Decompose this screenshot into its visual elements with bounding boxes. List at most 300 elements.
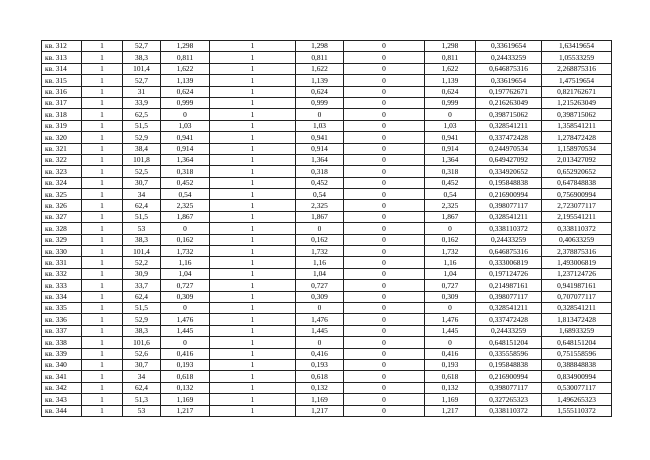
area-cell: 51,3 — [123, 394, 161, 405]
zero-cell: 0 — [344, 337, 425, 348]
table-row — [42, 143, 612, 154]
table-row — [42, 268, 612, 279]
coefficient-cell: 1 — [210, 359, 296, 370]
value-cell: 0,727 — [425, 280, 476, 291]
value-cell: 2,325 — [296, 200, 344, 211]
zero-cell: 0 — [344, 177, 425, 188]
table-row — [42, 291, 612, 302]
coefficient-cell: 1 — [210, 166, 296, 177]
coefficient-cell: 1 — [210, 200, 296, 211]
coefficient-cell: 1 — [210, 41, 296, 52]
apartment-cell: кв. 312 — [42, 41, 82, 52]
coefficient-cell: 1 — [210, 405, 296, 416]
area-cell: 38,3 — [123, 52, 161, 63]
table-row — [42, 132, 612, 143]
value-cell: 1,732 — [425, 246, 476, 257]
value-cell: 1,217 — [296, 405, 344, 416]
value-cell: 1,364 — [425, 154, 476, 165]
table-row — [42, 166, 612, 177]
apartment-cell: кв. 343 — [42, 394, 82, 405]
apartment-cell: кв. 337 — [42, 325, 82, 336]
value-cell: 0,452 — [425, 177, 476, 188]
value-cell: 1,732 — [296, 246, 344, 257]
count-cell: 1 — [82, 405, 123, 416]
apartment-cell: кв. 335 — [42, 302, 82, 313]
zero-cell: 0 — [344, 75, 425, 86]
table-row — [42, 382, 612, 393]
table-row — [42, 63, 612, 74]
value-cell: 0,132 — [161, 382, 210, 393]
count-cell: 1 — [82, 120, 123, 131]
zero-cell: 0 — [344, 63, 425, 74]
value-cell: 0 — [425, 337, 476, 348]
area-cell: 38,3 — [123, 234, 161, 245]
count-cell: 1 — [82, 325, 123, 336]
count-cell: 1 — [82, 200, 123, 211]
value-cell: 0,452 — [296, 177, 344, 188]
apartment-cell: кв. 331 — [42, 257, 82, 268]
coefficient-cell: 1 — [210, 75, 296, 86]
zero-cell: 0 — [344, 348, 425, 359]
count-cell: 1 — [82, 291, 123, 302]
apartment-cell: кв. 339 — [42, 348, 82, 359]
share-cell: 0,195848838 — [476, 177, 542, 188]
zero-cell: 0 — [344, 52, 425, 63]
area-cell: 52,9 — [123, 132, 161, 143]
total-cell: 0,821762671 — [542, 86, 612, 97]
value-cell: 1,298 — [161, 41, 210, 52]
count-cell: 1 — [82, 109, 123, 120]
apartment-cell: кв. 327 — [42, 211, 82, 222]
area-cell: 52,2 — [123, 257, 161, 268]
value-cell: 0,162 — [161, 234, 210, 245]
apartment-cell: кв. 317 — [42, 97, 82, 108]
count-cell: 1 — [82, 382, 123, 393]
area-cell: 101,6 — [123, 337, 161, 348]
count-cell: 1 — [82, 246, 123, 257]
value-cell: 1,16 — [161, 257, 210, 268]
value-cell: 0,309 — [425, 291, 476, 302]
total-cell: 0,647848838 — [542, 177, 612, 188]
share-cell: 0,33619654 — [476, 75, 542, 86]
table-row — [42, 257, 612, 268]
apartment-cell: кв. 319 — [42, 120, 82, 131]
table-row — [42, 314, 612, 325]
total-cell: 0,338110372 — [542, 223, 612, 234]
zero-cell: 0 — [344, 166, 425, 177]
share-cell: 0,646875316 — [476, 246, 542, 257]
area-cell: 52,6 — [123, 348, 161, 359]
table-row — [42, 246, 612, 257]
count-cell: 1 — [82, 234, 123, 245]
apartment-cell: кв. 326 — [42, 200, 82, 211]
total-cell: 2,378875316 — [542, 246, 612, 257]
count-cell: 1 — [82, 154, 123, 165]
value-cell: 0 — [296, 223, 344, 234]
coefficient-cell: 1 — [210, 211, 296, 222]
zero-cell: 0 — [344, 154, 425, 165]
zero-cell: 0 — [344, 41, 425, 52]
area-cell: 30,7 — [123, 359, 161, 370]
value-cell: 0,193 — [161, 359, 210, 370]
value-cell: 1,476 — [425, 314, 476, 325]
share-cell: 0,244970534 — [476, 143, 542, 154]
value-cell: 2,325 — [425, 200, 476, 211]
value-cell: 0,318 — [296, 166, 344, 177]
share-cell: 0,337472428 — [476, 314, 542, 325]
zero-cell: 0 — [344, 359, 425, 370]
apartment-cell: кв. 313 — [42, 52, 82, 63]
value-cell: 0,618 — [161, 371, 210, 382]
area-cell: 52,7 — [123, 75, 161, 86]
value-cell: 0,811 — [425, 52, 476, 63]
count-cell: 1 — [82, 257, 123, 268]
value-cell: 1,139 — [296, 75, 344, 86]
share-cell: 0,398077117 — [476, 200, 542, 211]
value-cell: 2,325 — [161, 200, 210, 211]
table-row — [42, 234, 612, 245]
share-cell: 0,327265323 — [476, 394, 542, 405]
value-cell: 1,04 — [161, 268, 210, 279]
total-cell: 1,05533259 — [542, 52, 612, 63]
zero-cell: 0 — [344, 394, 425, 405]
value-cell: 0 — [425, 223, 476, 234]
value-cell: 0,999 — [161, 97, 210, 108]
area-cell: 62,4 — [123, 291, 161, 302]
value-cell: 1,03 — [161, 120, 210, 131]
zero-cell: 0 — [344, 314, 425, 325]
value-cell: 0,941 — [296, 132, 344, 143]
zero-cell: 0 — [344, 109, 425, 120]
count-cell: 1 — [82, 394, 123, 405]
apartment-cell: кв. 321 — [42, 143, 82, 154]
total-cell: 0,751558596 — [542, 348, 612, 359]
count-cell: 1 — [82, 337, 123, 348]
value-cell: 0 — [161, 302, 210, 313]
share-cell: 0,338110372 — [476, 223, 542, 234]
value-cell: 0,193 — [296, 359, 344, 370]
count-cell: 1 — [82, 268, 123, 279]
table-row — [42, 200, 612, 211]
apartment-cell: кв. 314 — [42, 63, 82, 74]
coefficient-cell: 1 — [210, 257, 296, 268]
value-cell: 0,624 — [425, 86, 476, 97]
zero-cell: 0 — [344, 223, 425, 234]
value-cell: 0,318 — [161, 166, 210, 177]
count-cell: 1 — [82, 359, 123, 370]
table-row — [42, 109, 612, 120]
area-cell: 101,4 — [123, 63, 161, 74]
table-body — [42, 41, 612, 417]
area-cell: 30,9 — [123, 268, 161, 279]
zero-cell: 0 — [344, 234, 425, 245]
zero-cell: 0 — [344, 291, 425, 302]
coefficient-cell: 1 — [210, 120, 296, 131]
value-cell: 0,624 — [296, 86, 344, 97]
value-cell: 0,416 — [161, 348, 210, 359]
total-cell: 1,63419654 — [542, 41, 612, 52]
count-cell: 1 — [82, 143, 123, 154]
value-cell: 0,309 — [161, 291, 210, 302]
value-cell: 0,811 — [296, 52, 344, 63]
coefficient-cell: 1 — [210, 394, 296, 405]
zero-cell: 0 — [344, 189, 425, 200]
coefficient-cell: 1 — [210, 86, 296, 97]
value-cell: 1,169 — [425, 394, 476, 405]
total-cell: 0,707077117 — [542, 291, 612, 302]
apartment-cell: кв. 318 — [42, 109, 82, 120]
total-cell: 0,398715062 — [542, 109, 612, 120]
count-cell: 1 — [82, 132, 123, 143]
share-cell: 0,328541211 — [476, 211, 542, 222]
total-cell: 1,68933259 — [542, 325, 612, 336]
value-cell: 1,622 — [161, 63, 210, 74]
area-cell: 53 — [123, 223, 161, 234]
apartment-cell: кв. 342 — [42, 382, 82, 393]
value-cell: 0,941 — [161, 132, 210, 143]
value-cell: 0,618 — [425, 371, 476, 382]
share-cell: 0,24433259 — [476, 234, 542, 245]
table-row — [42, 359, 612, 370]
area-cell: 52,7 — [123, 41, 161, 52]
total-cell: 1,493006819 — [542, 257, 612, 268]
coefficient-cell: 1 — [210, 268, 296, 279]
value-cell: 0,416 — [425, 348, 476, 359]
value-cell: 0,193 — [425, 359, 476, 370]
total-cell: 0,388848838 — [542, 359, 612, 370]
table-row — [42, 177, 612, 188]
apartment-cell: кв. 325 — [42, 189, 82, 200]
value-cell: 1,445 — [161, 325, 210, 336]
total-cell: 0,756900994 — [542, 189, 612, 200]
value-cell: 1,169 — [161, 394, 210, 405]
share-cell: 0,216900994 — [476, 371, 542, 382]
zero-cell: 0 — [344, 382, 425, 393]
value-cell: 0,811 — [161, 52, 210, 63]
area-cell: 53 — [123, 405, 161, 416]
value-cell: 0,624 — [161, 86, 210, 97]
area-cell: 52,5 — [123, 166, 161, 177]
area-cell: 101,8 — [123, 154, 161, 165]
coefficient-cell: 1 — [210, 325, 296, 336]
table-row — [42, 97, 612, 108]
zero-cell: 0 — [344, 325, 425, 336]
area-cell: 34 — [123, 189, 161, 200]
value-cell: 1,476 — [161, 314, 210, 325]
table-row — [42, 189, 612, 200]
total-cell: 2,013427092 — [542, 154, 612, 165]
count-cell: 1 — [82, 371, 123, 382]
coefficient-cell: 1 — [210, 246, 296, 257]
table-row — [42, 337, 612, 348]
total-cell: 0,652920652 — [542, 166, 612, 177]
value-cell: 1,867 — [296, 211, 344, 222]
zero-cell: 0 — [344, 132, 425, 143]
apartment-cell: кв. 324 — [42, 177, 82, 188]
zero-cell: 0 — [344, 211, 425, 222]
value-cell: 1,16 — [425, 257, 476, 268]
value-cell: 1,867 — [161, 211, 210, 222]
share-cell: 0,338110372 — [476, 405, 542, 416]
share-cell: 0,24433259 — [476, 52, 542, 63]
zero-cell: 0 — [344, 405, 425, 416]
area-cell: 33,9 — [123, 97, 161, 108]
share-cell: 0,214987161 — [476, 280, 542, 291]
total-cell: 0,941987161 — [542, 280, 612, 291]
apartment-cell: кв. 341 — [42, 371, 82, 382]
share-cell: 0,33619654 — [476, 41, 542, 52]
zero-cell: 0 — [344, 257, 425, 268]
share-cell: 0,648151204 — [476, 337, 542, 348]
value-cell: 0 — [161, 109, 210, 120]
total-cell: 0,40633259 — [542, 234, 612, 245]
value-cell: 0,727 — [161, 280, 210, 291]
value-cell: 0,54 — [425, 189, 476, 200]
value-cell: 1,445 — [296, 325, 344, 336]
coefficient-cell: 1 — [210, 314, 296, 325]
value-cell: 1,16 — [296, 257, 344, 268]
area-cell: 38,3 — [123, 325, 161, 336]
value-cell: 0,416 — [296, 348, 344, 359]
area-cell: 62,4 — [123, 382, 161, 393]
area-cell: 38,4 — [123, 143, 161, 154]
zero-cell: 0 — [344, 120, 425, 131]
total-cell: 1,158970534 — [542, 143, 612, 154]
value-cell: 0,162 — [425, 234, 476, 245]
share-cell: 0,646875316 — [476, 63, 542, 74]
coefficient-cell: 1 — [210, 223, 296, 234]
value-cell: 1,169 — [296, 394, 344, 405]
area-cell: 62,4 — [123, 200, 161, 211]
value-cell: 1,217 — [425, 405, 476, 416]
table-row — [42, 86, 612, 97]
value-cell: 1,364 — [296, 154, 344, 165]
value-cell: 1,867 — [425, 211, 476, 222]
table-row — [42, 41, 612, 52]
table-row — [42, 302, 612, 313]
total-cell: 1,358541211 — [542, 120, 612, 131]
total-cell: 0,834900994 — [542, 371, 612, 382]
share-cell: 0,337472428 — [476, 132, 542, 143]
table-row — [42, 394, 612, 405]
coefficient-cell: 1 — [210, 143, 296, 154]
table-row — [42, 223, 612, 234]
total-cell: 2,268875316 — [542, 63, 612, 74]
coefficient-cell: 1 — [210, 52, 296, 63]
count-cell: 1 — [82, 97, 123, 108]
value-cell: 1,139 — [425, 75, 476, 86]
total-cell: 1,237124726 — [542, 268, 612, 279]
count-cell: 1 — [82, 52, 123, 63]
total-cell: 1,47519654 — [542, 75, 612, 86]
area-cell: 101,4 — [123, 246, 161, 257]
apartment-cell: кв. 332 — [42, 268, 82, 279]
zero-cell: 0 — [344, 371, 425, 382]
share-cell: 0,197762671 — [476, 86, 542, 97]
share-cell: 0,197124726 — [476, 268, 542, 279]
value-cell: 0,54 — [296, 189, 344, 200]
area-cell: 34 — [123, 371, 161, 382]
count-cell: 1 — [82, 177, 123, 188]
count-cell: 1 — [82, 348, 123, 359]
total-cell: 1,555110372 — [542, 405, 612, 416]
value-cell: 1,04 — [296, 268, 344, 279]
coefficient-cell: 1 — [210, 302, 296, 313]
value-cell: 0 — [296, 337, 344, 348]
share-cell: 0,195848838 — [476, 359, 542, 370]
table-row — [42, 348, 612, 359]
value-cell: 0 — [425, 109, 476, 120]
coefficient-cell: 1 — [210, 154, 296, 165]
zero-cell: 0 — [344, 246, 425, 257]
apartment-cell: кв. 330 — [42, 246, 82, 257]
zero-cell: 0 — [344, 97, 425, 108]
coefficient-cell: 1 — [210, 337, 296, 348]
count-cell: 1 — [82, 302, 123, 313]
value-cell: 1,622 — [296, 63, 344, 74]
apartment-cell: кв. 323 — [42, 166, 82, 177]
table-row — [42, 75, 612, 86]
total-cell: 0,648151204 — [542, 337, 612, 348]
total-cell: 2,195541211 — [542, 211, 612, 222]
apartment-cell: кв. 333 — [42, 280, 82, 291]
value-cell: 0,914 — [161, 143, 210, 154]
share-cell: 0,328541211 — [476, 302, 542, 313]
value-cell: 1,622 — [425, 63, 476, 74]
value-cell: 0 — [161, 223, 210, 234]
area-cell: 33,7 — [123, 280, 161, 291]
table-row — [42, 52, 612, 63]
apartment-cell: кв. 340 — [42, 359, 82, 370]
count-cell: 1 — [82, 75, 123, 86]
apartment-cell: кв. 320 — [42, 132, 82, 143]
total-cell: 1,278472428 — [542, 132, 612, 143]
share-cell: 0,398077117 — [476, 382, 542, 393]
apartment-cell: кв. 334 — [42, 291, 82, 302]
share-cell: 0,216900994 — [476, 189, 542, 200]
apartment-cell: кв. 338 — [42, 337, 82, 348]
area-cell: 30,7 — [123, 177, 161, 188]
zero-cell: 0 — [344, 268, 425, 279]
value-cell: 1,298 — [425, 41, 476, 52]
count-cell: 1 — [82, 223, 123, 234]
share-cell: 0,398715062 — [476, 109, 542, 120]
area-cell: 51,5 — [123, 302, 161, 313]
table-row — [42, 120, 612, 131]
apartment-cell: кв. 344 — [42, 405, 82, 416]
value-cell: 0,452 — [161, 177, 210, 188]
value-cell: 1,445 — [425, 325, 476, 336]
value-cell: 1,298 — [296, 41, 344, 52]
zero-cell: 0 — [344, 200, 425, 211]
value-cell: 0 — [425, 302, 476, 313]
value-cell: 0 — [296, 302, 344, 313]
coefficient-cell: 1 — [210, 109, 296, 120]
table-row — [42, 371, 612, 382]
value-cell: 0 — [161, 337, 210, 348]
total-cell: 0,328541211 — [542, 302, 612, 313]
coefficient-cell: 1 — [210, 63, 296, 74]
area-cell: 52,9 — [123, 314, 161, 325]
value-cell: 1,03 — [296, 120, 344, 131]
value-cell: 0 — [296, 109, 344, 120]
table-row — [42, 211, 612, 222]
count-cell: 1 — [82, 86, 123, 97]
coefficient-cell: 1 — [210, 177, 296, 188]
count-cell: 1 — [82, 314, 123, 325]
value-cell: 0,132 — [296, 382, 344, 393]
area-cell: 31 — [123, 86, 161, 97]
